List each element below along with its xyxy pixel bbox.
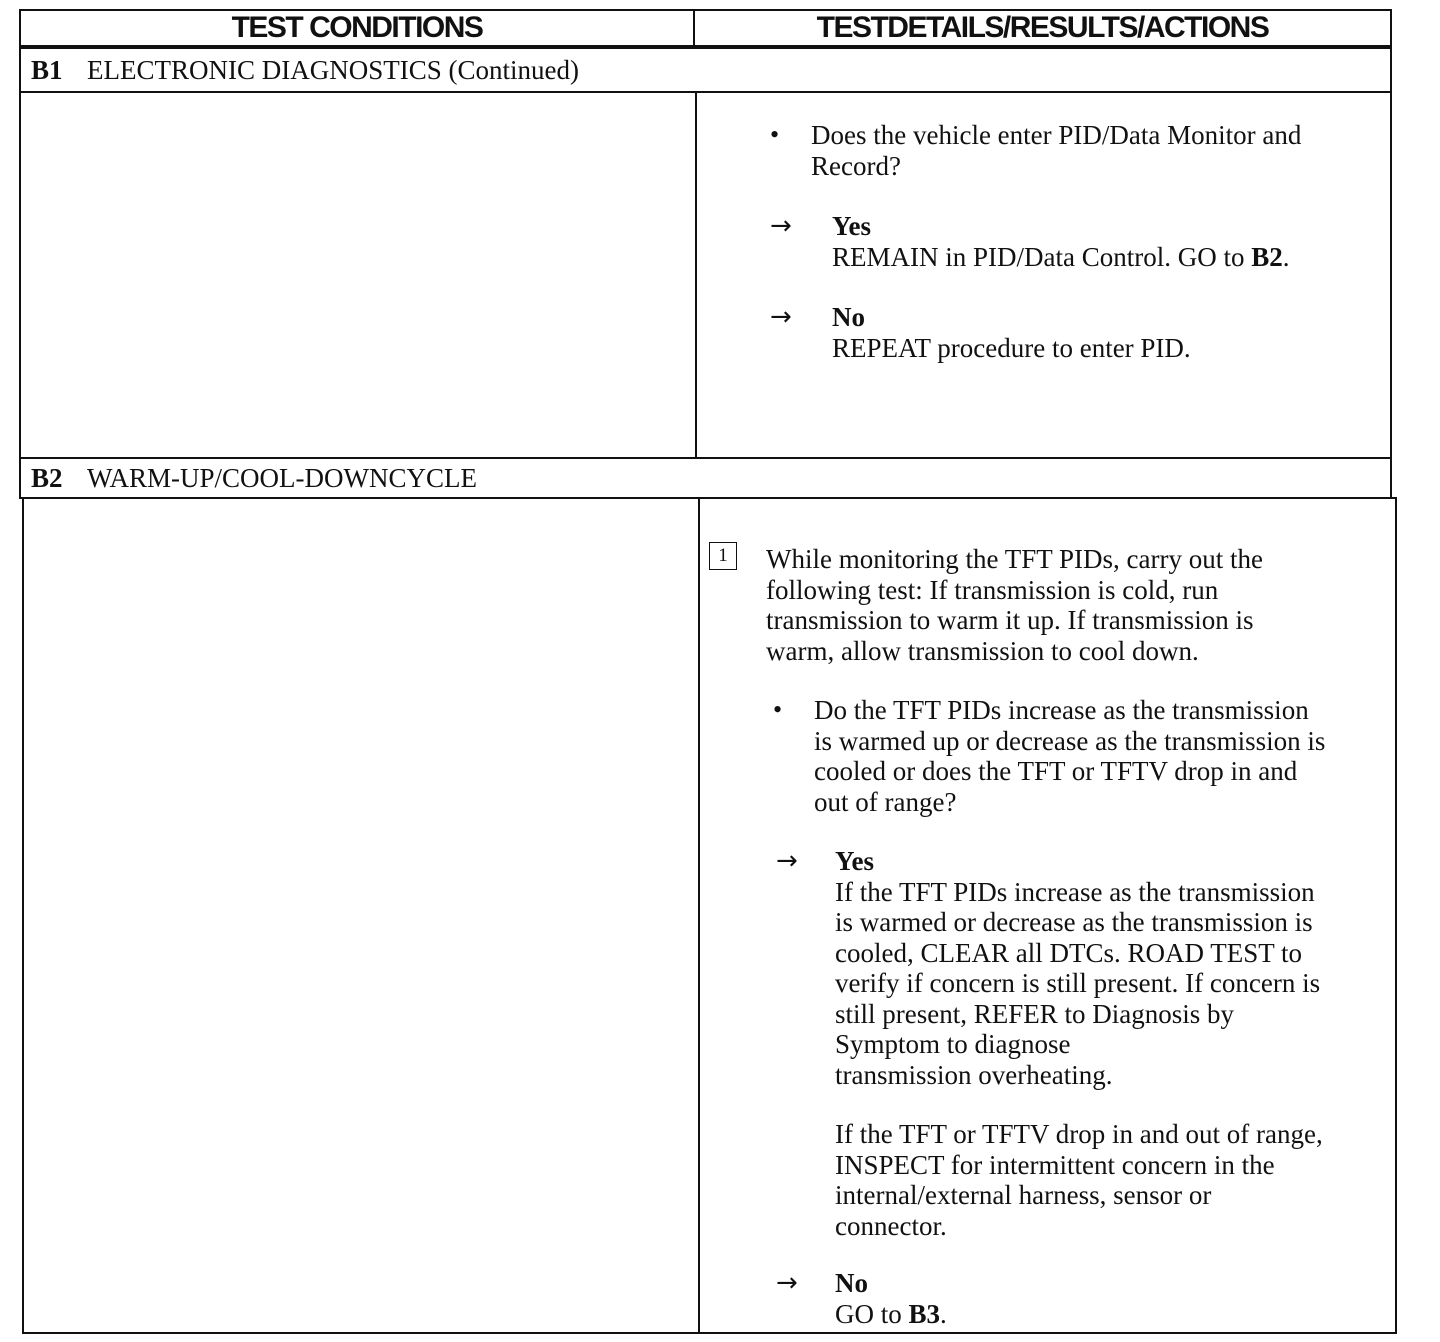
b2-yes-line: transmission overheating. [835,1059,1113,1090]
b2-no-arrow-icon: → [776,1268,798,1298]
section-b2-title-bar [19,457,1392,499]
b2-no-action-end: . [940,1298,947,1329]
b2-yes2-line: If the TFT or TFTV drop in and out of range, [835,1119,1323,1149]
b2-no-block [835,1268,947,1329]
b2-yes-line: cooled, CLEAR all DTCs. ROAD TEST to [835,937,1302,968]
b2-question-line: is warmed up or decrease as the transmission is [814,725,1326,756]
b2-step-line: following test: If transmission is cold, run [766,574,1219,605]
b2-yes-line: is warmed or decrease as the transmission is [835,907,1313,937]
b2-yes-line: still present, REFER to Diagnosis by [835,998,1235,1029]
b2-question-line: cooled or does the TFT or TFTV drop in and [814,756,1298,786]
b2-yes-label: Yes [835,846,874,876]
section-b2-title: WARM-UP/COOL-DOWNCYCLE [87,462,477,493]
b2-step-instructions [766,544,1263,666]
b1-yes-label: Yes [832,211,871,241]
b2-no-ref: B3 [908,1298,941,1329]
section-b1-title: ELECTRONIC DIAGNOSTICS (Continued) [87,54,579,85]
b2-yes2-line: connector. [835,1210,947,1241]
b2-step-line: warm, allow transmission to cool down. [766,635,1199,666]
b2-no-action [835,1299,947,1330]
b1-yes-action-text: REMAIN in PID/Data Control. GO to [832,241,1252,272]
b1-no-label: No [832,302,865,332]
b1-yes-action [832,242,1290,273]
b2-yes-arrow-icon: → [776,846,798,876]
b2-bullet-icon: • [773,695,783,724]
b1-no-action: REPEAT procedure to enter PID. [832,332,1191,363]
header-test-conditions: TEST CONDITIONS [19,9,695,47]
header-test-details: TESTDETAILS/RESULTS/ACTIONS [693,9,1392,47]
b1-yes-block [832,211,1290,272]
b2-test-conditions-cell [22,497,700,1334]
b1-test-conditions-cell [19,91,697,459]
section-b1-title-bar [19,47,1392,93]
b2-step-number-box: 1 [709,542,737,570]
b2-yes-block [835,846,1320,1090]
section-b2-code: B2 [31,462,63,493]
b2-no-action-text: GO to [835,1298,909,1329]
b2-step-line: transmission to warm it up. If transmission is [766,605,1254,635]
b2-yes-line: If the TFT PIDs increase as the transmission [835,876,1315,907]
b2-yes-line: verify if concern is still present. If concern is [835,968,1321,998]
b1-no-block [832,302,1191,363]
b2-yes2-line: internal/external harness, sensor or [835,1180,1212,1210]
b2-question [814,695,1325,817]
b1-question-line: Does the vehicle enter PID/Data Monitor and [811,120,1302,150]
b2-yes-block-2 [835,1119,1323,1241]
section-b1-code: B1 [31,54,63,85]
b2-yes-line: Symptom to diagnose [835,1029,1071,1059]
b1-yes-ref: B2 [1251,241,1283,272]
b2-yes2-line: INSPECT for intermittent concern in the [835,1149,1275,1180]
b1-question [811,120,1301,181]
b2-no-label: No [835,1268,868,1298]
b2-question-line: Do the TFT PIDs increase as the transmission [814,695,1309,725]
b2-step-line: While monitoring the TFT PIDs, carry out the [766,544,1263,574]
b1-question-line: Record? [811,150,901,181]
b1-yes-action-end: . [1282,241,1290,272]
b2-question-line: out of range? [814,786,957,817]
b1-bullet-icon: • [770,120,780,149]
b1-yes-arrow-icon: → [770,211,792,241]
b1-no-arrow-icon: → [770,302,792,332]
